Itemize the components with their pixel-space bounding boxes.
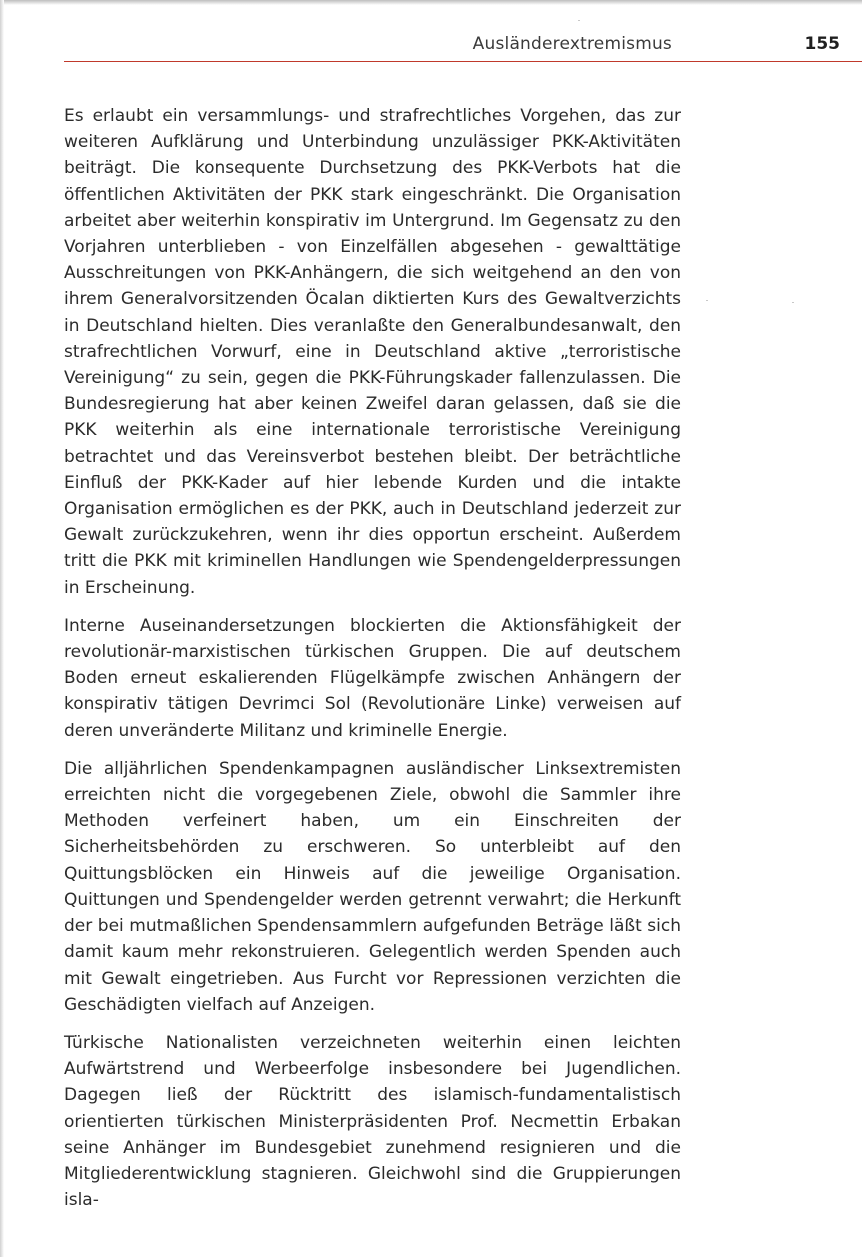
header-rule <box>64 61 862 62</box>
page-edge-top <box>0 0 862 5</box>
running-header <box>64 34 850 60</box>
scan-speck <box>792 302 794 303</box>
paragraph-turkish-left: Interne Auseinandersetzungen blockierten die Aktionsfähigkeit der revolutionär-marxistischen türkischen Gruppen. Die auf deutschem Boden erneut eskalierenden Flügelkämpfe zwischen Anhängern der konspirativ tätigen Devrimci Sol (Revolutionäre Linke) verweisen auf deren unveränderte Militanz und kriminelle Energie. <box>64 615 681 741</box>
page-edge-left <box>0 0 4 1257</box>
scan-speck <box>578 20 580 21</box>
paragraph-nationalists: Türkische Nationalisten verzeichneten weiterhin einen leichten Aufwärtstrend und Werbeerfolge insbesondere bei Jugendlichen. Dagegen ließ der Rücktritt des islamisch-fundamentalistisch orientierten türkischen Ministerpräsidenten Prof. Necmettin Erbakan seine Anhänger im Bundesgebiet zunehmend resignieren und die Mitgliederentwicklung stagnieren. Gleichwohl sind die Gruppierungen isla- <box>64 1032 681 1211</box>
chapter-title: Ausländerextremismus <box>472 34 672 54</box>
paragraph-pkk: Es erlaubt ein versammlungs- und strafrechtliches Vorgehen, das zur weiteren Aufklärung und Unterbindung unzulässiger PKK-Aktivitäten beiträgt. Die konsequente Durchsetzung des PKK-Verbots hat die öffentlichen Aktivitäten der PKK stark eingeschränkt. Die Organisation arbeitet aber weiterhin konspirativ im Untergrund. Im Gegensatz zu den Vorjahren unterblieben - von Einzelfällen abgesehen - gewalttätige Ausschreitungen von PKK-Anhängern, die sich weitgehend an den von ihrem Generalvorsitzenden Öcalan diktierten Kurs des Gewaltverzichts in Deutschland hielten. Dies veranlaßte den Generalbundesanwalt, den strafrechtlichen Vorwurf, eine in Deutschland aktive „terroristische Vereinigung“ zu sein, gegen die PKK-Führungskader fallenzulassen. Die Bundesregierung hat aber keinen Zweifel daran gelassen, daß sie die PKK weiterhin als eine internationale terroristische Vereinigung betrachtet und das Vereinsverbot bestehen bleibt. Der beträchtliche Einfluß der PKK-Kader auf hier lebende Kurden und die intakte Organisation ermöglichen es der PKK, auch in Deutschland jederzeit zur Gewalt zurückzukehren, wenn ihr dies opportun erscheint. Außerdem tritt die PKK mit kriminellen Handlungen wie Spendengelderpressungen in Erscheinung. <box>64 106 681 598</box>
page-number: 155 <box>804 34 840 54</box>
body-text <box>64 103 681 1225</box>
paragraph-donations: Die alljährlichen Spendenkampagnen ausländischer Linksextremisten erreichten nicht die vorgegebenen Ziele, obwohl die Sammler ihre Methoden verfeinert haben, um ein Einschreiten der Sicherheitsbehörden zu erschweren. So unterbleibt auf den Quittungsblöcken ein Hinweis auf die jeweilige Organisation. Quittungen und Spendengelder werden getrennt verwahrt; die Herkunft der bei mutmaßlichen Spendensammlern aufgefunden Beträge läßt sich damit kaum mehr rekonstruieren. Gelegentlich werden Spenden auch mit Gewalt eingetrieben. Aus Furcht vor Repressionen verzichten die Geschädigten vielfach auf Anzeigen. <box>64 758 681 1015</box>
scan-speck <box>706 300 708 301</box>
